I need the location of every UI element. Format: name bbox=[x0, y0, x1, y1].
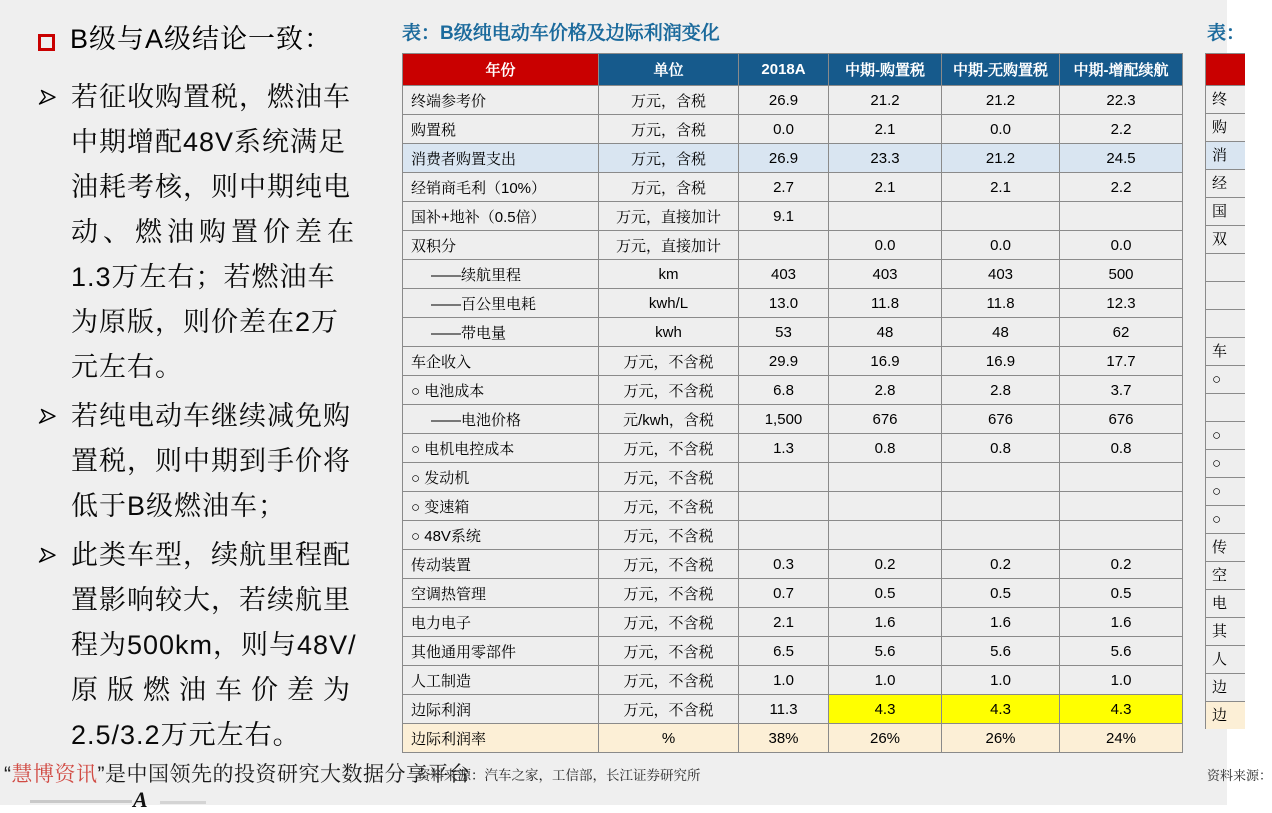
value-cell: 26% bbox=[829, 724, 942, 753]
partial-row-cell bbox=[1205, 253, 1245, 281]
unit-cell: 万元，不含税 bbox=[599, 463, 739, 492]
bullet-text-line: 油耗考核，则中期纯电 bbox=[71, 172, 351, 202]
bullet-text-line: 此类车型，续航里程配 bbox=[71, 540, 351, 570]
header-cell: 中期-无购置税 bbox=[942, 54, 1060, 86]
unit-cell: 万元，不含税 bbox=[599, 376, 739, 405]
value-cell: 5.6 bbox=[1060, 637, 1183, 666]
value-cell: 26.9 bbox=[739, 144, 829, 173]
value-cell: 500 bbox=[1060, 260, 1183, 289]
value-cell: 0.2 bbox=[942, 550, 1060, 579]
value-cell: 23.3 bbox=[829, 144, 942, 173]
partial-row-cell: 其 bbox=[1205, 617, 1245, 645]
value-cell: 2.7 bbox=[739, 173, 829, 202]
row-label-cell: ○ 变速箱 bbox=[403, 492, 599, 521]
value-cell: 11.3 bbox=[739, 695, 829, 724]
bullet-text-line: 2.5/3.2万元左右。 bbox=[71, 720, 301, 750]
row-label-cell: ○ 48V系统 bbox=[403, 521, 599, 550]
watermark-open-quote: “ bbox=[4, 763, 12, 786]
value-cell: 26% bbox=[942, 724, 1060, 753]
row-label-cell: ——带电量 bbox=[403, 318, 599, 347]
partial-table bbox=[1205, 18, 1245, 729]
header-cell: 中期-购置税 bbox=[829, 54, 942, 86]
table-row bbox=[403, 202, 1183, 231]
value-cell: 1.6 bbox=[942, 608, 1060, 637]
row-label-cell: 电力电子 bbox=[403, 608, 599, 637]
table-row bbox=[403, 695, 1183, 724]
partial-row-cell: 终 bbox=[1205, 85, 1245, 113]
unit-cell: 万元，不含税 bbox=[599, 521, 739, 550]
arrow-bullet-icon bbox=[38, 89, 57, 106]
bullet-text-line: 元左右。 bbox=[71, 352, 183, 382]
row-label-cell: ——电池价格 bbox=[403, 405, 599, 434]
value-cell bbox=[829, 202, 942, 231]
partial-row-cell: ○ bbox=[1205, 365, 1245, 393]
header-cell: 单位 bbox=[599, 54, 739, 86]
header-cell: 中期-增配续航 bbox=[1060, 54, 1183, 86]
partial-row-cell: 消 bbox=[1205, 141, 1245, 169]
value-cell: 403 bbox=[829, 260, 942, 289]
table-row bbox=[403, 173, 1183, 202]
value-cell: 11.8 bbox=[942, 289, 1060, 318]
partial-row-cell bbox=[1205, 309, 1245, 337]
value-cell bbox=[942, 202, 1060, 231]
row-label-cell: ○ 发动机 bbox=[403, 463, 599, 492]
value-cell: 3.7 bbox=[1060, 376, 1183, 405]
value-cell: 2.8 bbox=[942, 376, 1060, 405]
header-cell: 年份 bbox=[403, 54, 599, 86]
value-cell bbox=[1060, 463, 1183, 492]
value-cell: 12.3 bbox=[1060, 289, 1183, 318]
value-cell: 6.8 bbox=[739, 376, 829, 405]
partial-row-cell: 人 bbox=[1205, 645, 1245, 673]
table-row bbox=[403, 144, 1183, 173]
table-row bbox=[403, 289, 1183, 318]
bullet-text-line: 为原版，则价差在2万 bbox=[71, 307, 340, 337]
row-label-cell: ○ 电机电控成本 bbox=[403, 434, 599, 463]
bullet-text-line: 程为500km，则与48V/ bbox=[71, 630, 357, 660]
value-cell: 38% bbox=[739, 724, 829, 753]
partial-row-cell: ○ bbox=[1205, 449, 1245, 477]
row-label-cell: 终端参考价 bbox=[403, 86, 599, 115]
value-cell bbox=[1060, 492, 1183, 521]
arrow-bullet-icon bbox=[38, 547, 57, 564]
bullet-text-line: 动、燃油购置价差在 bbox=[71, 217, 359, 247]
partial-row-cell: ○ bbox=[1205, 505, 1245, 533]
value-cell: 0.0 bbox=[942, 231, 1060, 260]
panel-heading: B级与A级结论一致： bbox=[70, 24, 333, 54]
value-cell: 24.5 bbox=[1060, 144, 1183, 173]
value-cell: 1.6 bbox=[1060, 608, 1183, 637]
partial-row-cell: 双 bbox=[1205, 225, 1245, 253]
row-label-cell: ——百公里电耗 bbox=[403, 289, 599, 318]
value-cell: 26.9 bbox=[739, 86, 829, 115]
unit-cell: kwh bbox=[599, 318, 739, 347]
watermark-text: 是中国领先的投资研究大数据分享平台 bbox=[105, 763, 471, 786]
row-label-cell: ——续航里程 bbox=[403, 260, 599, 289]
row-label-cell: 购置税 bbox=[403, 115, 599, 144]
value-cell: 0.8 bbox=[829, 434, 942, 463]
row-label-cell: 其他通用零部件 bbox=[403, 637, 599, 666]
bullet-text-line: 中期增配48V系统满足 bbox=[71, 127, 347, 157]
unit-cell: km bbox=[599, 260, 739, 289]
partial-row-cell bbox=[1205, 281, 1245, 309]
price-table bbox=[402, 53, 1183, 753]
table-row bbox=[403, 347, 1183, 376]
value-cell: 22.3 bbox=[1060, 86, 1183, 115]
value-cell: 48 bbox=[829, 318, 942, 347]
unit-cell: 万元，直接加计 bbox=[599, 231, 739, 260]
table-row bbox=[403, 434, 1183, 463]
value-cell: 17.7 bbox=[1060, 347, 1183, 376]
unit-cell: 万元，不含税 bbox=[599, 492, 739, 521]
value-cell: 0.5 bbox=[942, 579, 1060, 608]
unit-cell: 万元，不含税 bbox=[599, 608, 739, 637]
unit-cell: kwh/L bbox=[599, 289, 739, 318]
value-cell: 1.3 bbox=[739, 434, 829, 463]
partial-table-rows bbox=[1205, 53, 1245, 729]
value-cell bbox=[942, 492, 1060, 521]
value-cell: 48 bbox=[942, 318, 1060, 347]
table-row bbox=[403, 724, 1183, 753]
value-cell: 0.5 bbox=[829, 579, 942, 608]
row-label-cell: 人工制造 bbox=[403, 666, 599, 695]
value-cell: 0.2 bbox=[1060, 550, 1183, 579]
unit-cell: 万元，不含税 bbox=[599, 666, 739, 695]
partial-row-cell: 电 bbox=[1205, 589, 1245, 617]
table-row bbox=[403, 86, 1183, 115]
value-cell: 62 bbox=[1060, 318, 1183, 347]
bullet-item bbox=[36, 75, 386, 390]
value-cell: 0.2 bbox=[829, 550, 942, 579]
value-cell: 0.0 bbox=[942, 115, 1060, 144]
value-cell: 6.5 bbox=[739, 637, 829, 666]
partial-table-title: 表： bbox=[1207, 23, 1246, 44]
value-cell bbox=[829, 521, 942, 550]
value-cell bbox=[1060, 521, 1183, 550]
bullet-item bbox=[36, 533, 386, 758]
table-row bbox=[403, 260, 1183, 289]
row-label-cell: ○ 电池成本 bbox=[403, 376, 599, 405]
unit-cell: 万元，含税 bbox=[599, 144, 739, 173]
value-cell: 0.8 bbox=[1060, 434, 1183, 463]
table-row bbox=[403, 115, 1183, 144]
table-row bbox=[403, 550, 1183, 579]
value-cell bbox=[829, 463, 942, 492]
partial-row-cell: 边 bbox=[1205, 673, 1245, 701]
row-label-cell: 国补+地补（0.5倍） bbox=[403, 202, 599, 231]
value-cell: 0.0 bbox=[739, 115, 829, 144]
clipped-logo-glyph: A bbox=[133, 787, 148, 812]
value-cell bbox=[829, 492, 942, 521]
partial-row-cell: ○ bbox=[1205, 421, 1245, 449]
partial-source-note: 资料来源： bbox=[1207, 768, 1272, 783]
value-cell: 4.3 bbox=[942, 695, 1060, 724]
unit-cell: 万元，含税 bbox=[599, 115, 739, 144]
value-cell: 4.3 bbox=[829, 695, 942, 724]
value-cell: 0.0 bbox=[1060, 231, 1183, 260]
bullet-text-line: 置税，则中期到手价将 bbox=[71, 446, 351, 476]
value-cell bbox=[739, 231, 829, 260]
value-cell: 1.0 bbox=[829, 666, 942, 695]
value-cell: 403 bbox=[942, 260, 1060, 289]
row-label-cell: 车企收入 bbox=[403, 347, 599, 376]
value-cell: 1,500 bbox=[739, 405, 829, 434]
value-cell: 1.0 bbox=[1060, 666, 1183, 695]
bullet-text-line: 原版燃油车价差为 bbox=[71, 675, 359, 705]
partial-row-cell: 传 bbox=[1205, 533, 1245, 561]
bullet-text-line: 若征收购置税，燃油车 bbox=[71, 82, 351, 112]
bullet-text-line: 若纯电动车继续减免购 bbox=[71, 401, 351, 431]
value-cell: 676 bbox=[942, 405, 1060, 434]
value-cell bbox=[942, 521, 1060, 550]
partial-row-cell: 边 bbox=[1205, 701, 1245, 729]
value-cell bbox=[739, 492, 829, 521]
table-row bbox=[403, 492, 1183, 521]
bullet-text-line: 置影响较大，若续航里 bbox=[71, 585, 351, 615]
value-cell: 4.3 bbox=[1060, 695, 1183, 724]
value-cell: 676 bbox=[829, 405, 942, 434]
row-label-cell: 双积分 bbox=[403, 231, 599, 260]
clipped-text-fragment bbox=[160, 801, 206, 804]
value-cell: 29.9 bbox=[739, 347, 829, 376]
source-note: 资料来源：汽车之家，工信部，长江证券研究所 bbox=[417, 768, 701, 783]
unit-cell: 万元，含税 bbox=[599, 86, 739, 115]
value-cell: 2.1 bbox=[942, 173, 1060, 202]
bullet-text-line: 1.3万左右；若燃油车 bbox=[71, 262, 336, 292]
value-cell: 24% bbox=[1060, 724, 1183, 753]
value-cell bbox=[739, 521, 829, 550]
unit-cell: 万元，含税 bbox=[599, 173, 739, 202]
unit-cell: 万元，不含税 bbox=[599, 637, 739, 666]
value-cell: 1.6 bbox=[829, 608, 942, 637]
watermark bbox=[4, 758, 471, 788]
value-cell: 2.1 bbox=[829, 115, 942, 144]
unit-cell: 万元，直接加计 bbox=[599, 202, 739, 231]
unit-cell: 万元，不含税 bbox=[599, 695, 739, 724]
row-label-cell: 传动装置 bbox=[403, 550, 599, 579]
table-row bbox=[403, 376, 1183, 405]
value-cell: 16.9 bbox=[829, 347, 942, 376]
unit-cell: 万元，不含税 bbox=[599, 434, 739, 463]
commentary-panel bbox=[36, 26, 386, 762]
bullet-text-line: 低于B级燃油车； bbox=[71, 491, 287, 521]
value-cell: 0.0 bbox=[829, 231, 942, 260]
value-cell: 16.9 bbox=[942, 347, 1060, 376]
unit-cell: % bbox=[599, 724, 739, 753]
value-cell: 0.7 bbox=[739, 579, 829, 608]
value-cell: 13.0 bbox=[739, 289, 829, 318]
value-cell: 676 bbox=[1060, 405, 1183, 434]
partial-row-cell: 车 bbox=[1205, 337, 1245, 365]
partial-row-cell: 购 bbox=[1205, 113, 1245, 141]
row-label-cell: 经销商毛利（10%） bbox=[403, 173, 599, 202]
table-header-row bbox=[403, 54, 1183, 86]
value-cell: 0.3 bbox=[739, 550, 829, 579]
value-cell: 5.6 bbox=[942, 637, 1060, 666]
bullet-list bbox=[36, 75, 386, 758]
row-label-cell: 空调热管理 bbox=[403, 579, 599, 608]
heading-row bbox=[36, 26, 386, 53]
unit-cell: 元/kwh，含税 bbox=[599, 405, 739, 434]
partial-header-cell bbox=[1205, 53, 1245, 85]
value-cell: 21.2 bbox=[942, 144, 1060, 173]
value-cell: 2.1 bbox=[829, 173, 942, 202]
value-cell: 53 bbox=[739, 318, 829, 347]
price-table-section bbox=[402, 18, 1183, 753]
row-label-cell: 边际利润率 bbox=[403, 724, 599, 753]
value-cell bbox=[1060, 202, 1183, 231]
value-cell: 5.6 bbox=[829, 637, 942, 666]
value-cell: 0.8 bbox=[942, 434, 1060, 463]
watermark-close-quote: ” bbox=[97, 763, 105, 786]
table-row bbox=[403, 405, 1183, 434]
bullet-item bbox=[36, 394, 386, 529]
unit-cell: 万元，不含税 bbox=[599, 347, 739, 376]
value-cell: 9.1 bbox=[739, 202, 829, 231]
table-row bbox=[403, 521, 1183, 550]
value-cell: 2.2 bbox=[1060, 173, 1183, 202]
arrow-bullet-icon bbox=[38, 408, 57, 425]
square-bullet-icon bbox=[38, 34, 55, 51]
row-label-cell: 消费者购置支出 bbox=[403, 144, 599, 173]
value-cell: 0.5 bbox=[1060, 579, 1183, 608]
partial-row-cell bbox=[1205, 393, 1245, 421]
value-cell: 2.1 bbox=[739, 608, 829, 637]
table-row bbox=[403, 579, 1183, 608]
value-cell bbox=[739, 463, 829, 492]
header-cell: 2018A bbox=[739, 54, 829, 86]
table-row bbox=[403, 231, 1183, 260]
partial-row-cell: ○ bbox=[1205, 477, 1245, 505]
value-cell: 403 bbox=[739, 260, 829, 289]
unit-cell: 万元，不含税 bbox=[599, 550, 739, 579]
clipped-text-fragment bbox=[30, 800, 132, 803]
table-row bbox=[403, 608, 1183, 637]
value-cell bbox=[942, 463, 1060, 492]
value-cell: 11.8 bbox=[829, 289, 942, 318]
unit-cell: 万元，不含税 bbox=[599, 579, 739, 608]
watermark-brand: 慧博资讯 bbox=[11, 763, 98, 786]
value-cell: 21.2 bbox=[942, 86, 1060, 115]
table-row bbox=[403, 318, 1183, 347]
table-row bbox=[403, 666, 1183, 695]
table-title: 表：B级纯电动车价格及边际利润变化 bbox=[402, 23, 720, 44]
value-cell: 21.2 bbox=[829, 86, 942, 115]
value-cell: 1.0 bbox=[942, 666, 1060, 695]
table-row bbox=[403, 637, 1183, 666]
value-cell: 2.2 bbox=[1060, 115, 1183, 144]
value-cell: 1.0 bbox=[739, 666, 829, 695]
table-row bbox=[403, 463, 1183, 492]
partial-row-cell: 经 bbox=[1205, 169, 1245, 197]
partial-row-cell: 空 bbox=[1205, 561, 1245, 589]
row-label-cell: 边际利润 bbox=[403, 695, 599, 724]
value-cell: 2.8 bbox=[829, 376, 942, 405]
partial-row-cell: 国 bbox=[1205, 197, 1245, 225]
